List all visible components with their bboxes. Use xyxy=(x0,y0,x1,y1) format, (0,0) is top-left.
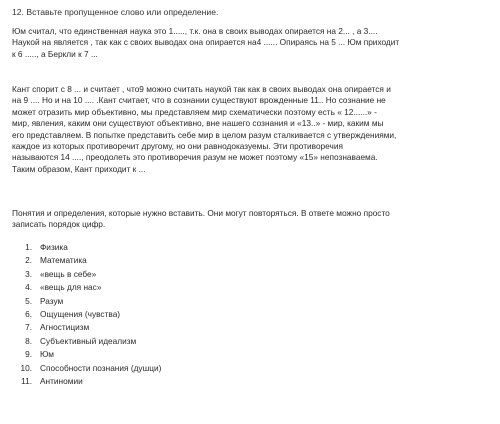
list-item xyxy=(12,348,161,361)
list-number: 4. xyxy=(25,282,32,293)
list-text: Ощущения (чувства) xyxy=(40,308,121,319)
paragraph-instructions xyxy=(12,208,492,231)
list-item xyxy=(12,295,161,308)
text-line: к 6 ....., а Беркли к 7 ... xyxy=(12,48,98,59)
list-number: 10. xyxy=(20,362,32,373)
text-line: мир, явления, каким они существуют объективно, вне нашего сознания и «13..» - мир, каким мы xyxy=(12,118,384,129)
list-item xyxy=(12,308,161,321)
task-title: 12. Вставьте пропущенное слово или определение. xyxy=(12,7,219,17)
paragraph-kant xyxy=(12,84,492,175)
text-line: Кант спорит с 8 ... и считает , что9 можно считать наукой так как в своих выводах она опирается и xyxy=(12,84,391,94)
list-text: «вещь в себе» xyxy=(40,268,97,279)
list-item xyxy=(12,335,161,348)
text-line: Наукой на является , так как с своих выводах она опирается на4 ...... Опираясь на 5 ... Юм приходит xyxy=(12,37,400,48)
list-item xyxy=(12,281,161,294)
list-text: Способности познания (душци) xyxy=(40,362,162,373)
text-line: Понятия и определения, которые нужно вставить. Они могут повторяться. В ответе можно просто xyxy=(12,208,390,218)
paragraph-hume xyxy=(12,26,492,60)
list-number: 6. xyxy=(25,308,32,319)
list-number: 2. xyxy=(25,255,32,266)
list-text: Агностицизм xyxy=(40,322,90,333)
text-line: каждое из которых противоречит другому, но они равнодоказуемы. Эти противоречия xyxy=(12,141,343,152)
text-line: называются 14 ...., преодолеть это противоречия разум не может поэтому «15» непознаваема. xyxy=(12,152,378,163)
list-number: 9. xyxy=(25,349,32,360)
text-line: Юм считал, что единственная наука это 1....., т.к. она в своих выводах опирается на 2... , а 3.... xyxy=(12,26,378,36)
text-line: его представляем. В попытке представить себе мир в целом разум сталкивается с утверждениями, xyxy=(12,129,397,140)
list-number: 3. xyxy=(25,268,32,279)
list-text: «вещь для нас» xyxy=(40,282,102,293)
list-number: 1. xyxy=(25,242,32,252)
list-number: 8. xyxy=(25,335,32,346)
list-text: Математика xyxy=(40,255,87,266)
list-text: Юм xyxy=(40,349,54,360)
text-line: может отразить мир объективно, мы представляем мир схематически поэтому есть « 12......» - xyxy=(12,106,377,117)
list-item xyxy=(12,375,161,388)
list-text: Физика xyxy=(40,242,68,252)
list-item xyxy=(12,362,161,375)
list-text: Разум xyxy=(40,295,64,306)
list-number: 5. xyxy=(25,295,32,306)
list-number: 7. xyxy=(25,322,32,333)
list-text: Антиномии xyxy=(40,375,83,386)
list-text: Субъективный идеализм xyxy=(40,335,137,346)
text-line: Таким образом, Кант приходит к ... xyxy=(12,163,146,174)
list-item xyxy=(12,254,161,267)
list-item xyxy=(12,241,161,254)
text-line: записать порядок цифр. xyxy=(12,219,106,230)
answer-options-list xyxy=(12,241,161,388)
list-number: 11. xyxy=(21,375,32,386)
text-line: на 9 .... Но и на 10 .... .Кант считает, что в сознании существуют врожденные 11.. Но сознание не xyxy=(12,95,386,106)
list-item xyxy=(12,268,161,281)
list-item xyxy=(12,321,161,334)
